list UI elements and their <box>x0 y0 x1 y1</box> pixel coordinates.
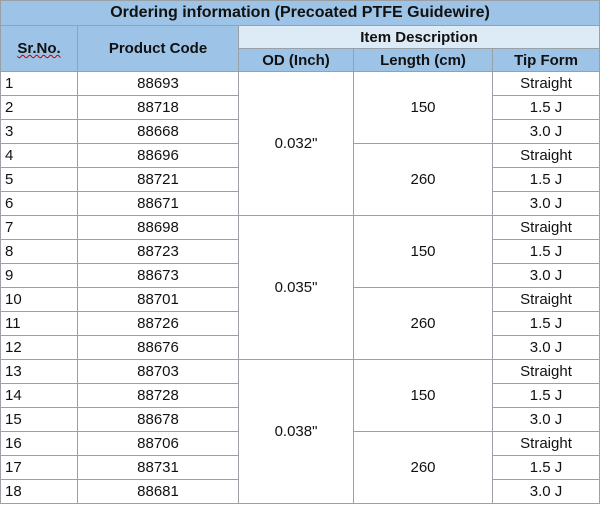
length-cell: 260 <box>354 288 493 360</box>
od-cell: 0.032" <box>239 72 354 216</box>
tip-form-cell: Straight <box>493 288 600 312</box>
tip-form-cell: 1.5 J <box>493 240 600 264</box>
item-description-header: Item Description <box>239 26 600 49</box>
length-cell: 150 <box>354 216 493 288</box>
length-header: Length (cm) <box>354 49 493 72</box>
tip-form-cell: 1.5 J <box>493 96 600 120</box>
tip-form-cell: Straight <box>493 72 600 96</box>
product-code-cell: 88681 <box>78 480 239 504</box>
od-cell: 0.038" <box>239 360 354 504</box>
length-cell: 260 <box>354 432 493 504</box>
tip-form-header: Tip Form <box>493 49 600 72</box>
sr-no-cell: 1 <box>1 72 78 96</box>
sr-no-cell: 10 <box>1 288 78 312</box>
tip-form-cell: 3.0 J <box>493 480 600 504</box>
sr-no-cell: 7 <box>1 216 78 240</box>
table-body <box>1 72 600 504</box>
od-header: OD (Inch) <box>239 49 354 72</box>
product-code-cell: 88723 <box>78 240 239 264</box>
product-code-cell: 88726 <box>78 312 239 336</box>
length-cell: 150 <box>354 360 493 432</box>
tip-form-cell: 1.5 J <box>493 384 600 408</box>
product-code-cell: 88701 <box>78 288 239 312</box>
tip-form-cell: 3.0 J <box>493 264 600 288</box>
product-code-header: Product Code <box>78 26 239 72</box>
tip-form-cell: 1.5 J <box>493 168 600 192</box>
sr-no-cell: 14 <box>1 384 78 408</box>
tip-form-cell: 3.0 J <box>493 408 600 432</box>
sr-no-cell: 2 <box>1 96 78 120</box>
product-code-cell: 88721 <box>78 168 239 192</box>
sr-no-cell: 3 <box>1 120 78 144</box>
table-title: Ordering information (Precoated PTFE Guidewire) <box>1 1 600 26</box>
tip-form-cell: Straight <box>493 360 600 384</box>
tip-form-cell: 1.5 J <box>493 456 600 480</box>
product-code-cell: 88696 <box>78 144 239 168</box>
sr-no-cell: 15 <box>1 408 78 432</box>
product-code-cell: 88703 <box>78 360 239 384</box>
sr-no-cell: 6 <box>1 192 78 216</box>
sr-no-cell: 17 <box>1 456 78 480</box>
sr-no-cell: 16 <box>1 432 78 456</box>
sr-no-cell: 13 <box>1 360 78 384</box>
tip-form-cell: Straight <box>493 144 600 168</box>
tip-form-cell: 3.0 J <box>493 120 600 144</box>
tip-form-cell: 1.5 J <box>493 312 600 336</box>
od-cell: 0.035" <box>239 216 354 360</box>
tip-form-cell: 3.0 J <box>493 192 600 216</box>
table-row <box>1 72 600 96</box>
product-code-cell: 88693 <box>78 72 239 96</box>
sr-no-header: Sr.No. <box>1 26 78 72</box>
product-code-cell: 88706 <box>78 432 239 456</box>
tip-form-cell: 3.0 J <box>493 336 600 360</box>
product-code-cell: 88673 <box>78 264 239 288</box>
sr-no-cell: 9 <box>1 264 78 288</box>
product-code-cell: 88678 <box>78 408 239 432</box>
sr-no-cell: 11 <box>1 312 78 336</box>
sr-no-cell: 5 <box>1 168 78 192</box>
tip-form-cell: Straight <box>493 432 600 456</box>
product-code-cell: 88731 <box>78 456 239 480</box>
sr-no-cell: 12 <box>1 336 78 360</box>
product-code-cell: 88676 <box>78 336 239 360</box>
length-cell: 150 <box>354 72 493 144</box>
product-code-cell: 88718 <box>78 96 239 120</box>
table-row <box>1 216 600 240</box>
tip-form-cell: Straight <box>493 216 600 240</box>
length-cell: 260 <box>354 144 493 216</box>
sr-no-cell: 8 <box>1 240 78 264</box>
sr-no-cell: 18 <box>1 480 78 504</box>
product-code-cell: 88668 <box>78 120 239 144</box>
table-row <box>1 360 600 384</box>
product-code-cell: 88671 <box>78 192 239 216</box>
product-code-cell: 88728 <box>78 384 239 408</box>
sr-no-cell: 4 <box>1 144 78 168</box>
product-code-cell: 88698 <box>78 216 239 240</box>
